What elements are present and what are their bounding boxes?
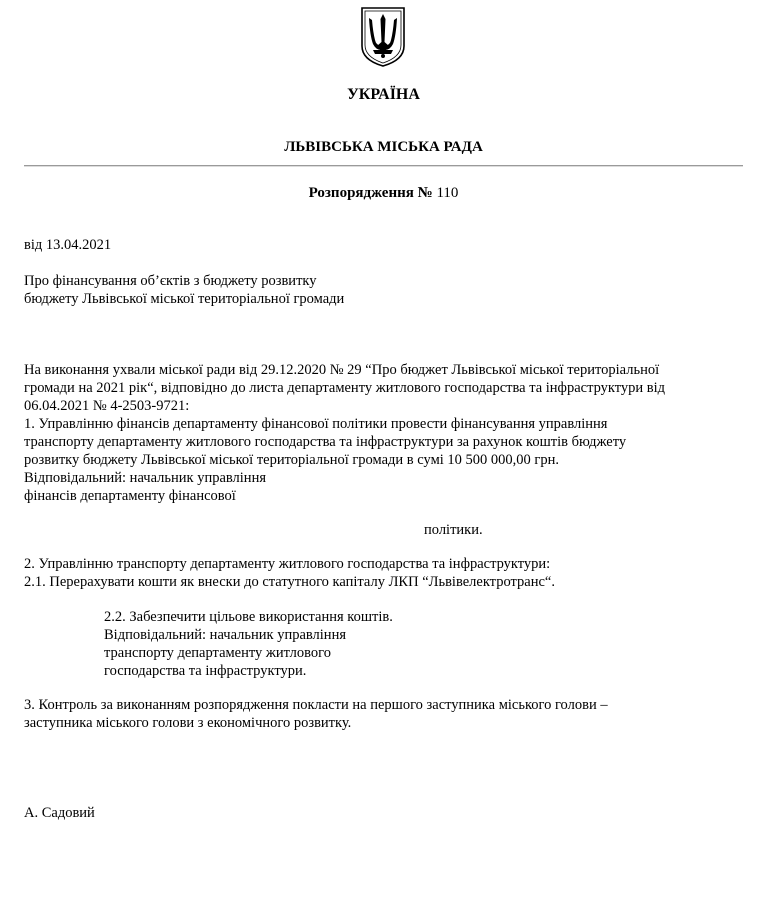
- item3-line: 3. Контроль за виконанням розпорядження покласти на першого заступника міського голови –: [24, 697, 608, 713]
- item3-line: заступника міського голови з економічного розвитку.: [24, 715, 352, 731]
- country-title: УКРАЇНА: [347, 86, 420, 103]
- subject-line: Про фінансування об’єктів з бюджету розвитку: [24, 273, 317, 289]
- item1-line: розвитку бюджету Львівської міської територіальної громади в сумі 10 500 000,00 грн.: [24, 452, 559, 468]
- item1-responsible: фінансів департаменту фінансової: [24, 488, 236, 504]
- order-label: Розпорядження №: [308, 185, 433, 201]
- preamble-line: громади на 2021 рік“, відповідно до листа департаменту житлового господарства та інфраструктури від: [24, 380, 666, 396]
- item1-responsible: Відповідальний: начальник управління: [24, 470, 266, 486]
- preamble-line: На виконання ухвали міської ради від 29.12.2020 № 29 “Про бюджет Львівської міської територіальної: [24, 362, 660, 378]
- council-title: ЛЬВІВСЬКА МІСЬКА РАДА: [284, 139, 483, 155]
- item1-line: 1. Управлінню фінансів департаменту фінансової політики провести фінансування управління: [24, 416, 608, 432]
- item2-2-line: 2.2. Забезпечити цільове використання коштів.: [104, 609, 393, 625]
- preamble-line: 06.04.2021 № 4-2503-9721:: [24, 398, 190, 414]
- subject-line: бюджету Львівської міської територіальної громади: [24, 291, 345, 307]
- document-date: від 13.04.2021: [24, 237, 112, 253]
- header-divider: [24, 165, 743, 167]
- order-number: 110: [436, 185, 459, 201]
- item2-2-line: Відповідальний: начальник управління: [104, 627, 346, 643]
- signature: А. Садовий: [24, 805, 95, 821]
- trident-coat-of-arms-icon: [359, 6, 407, 68]
- item2-line: 2. Управлінню транспорту департаменту житлового господарства та інфраструктури:: [24, 556, 551, 572]
- item1-line: транспорту департаменту житлового господарства та інфраструктури за рахунок коштів бюджету: [24, 434, 627, 450]
- item1-responsible-tail: політики.: [424, 522, 483, 538]
- item2-line: 2.1. Перерахувати кошти як внески до статутного капіталу ЛКП “Львівелектротранс“.: [24, 574, 555, 590]
- item2-2-line: транспорту департаменту житлового: [104, 645, 331, 661]
- item2-2-line: господарства та інфраструктури.: [104, 663, 307, 679]
- order-heading: [0, 185, 757, 202]
